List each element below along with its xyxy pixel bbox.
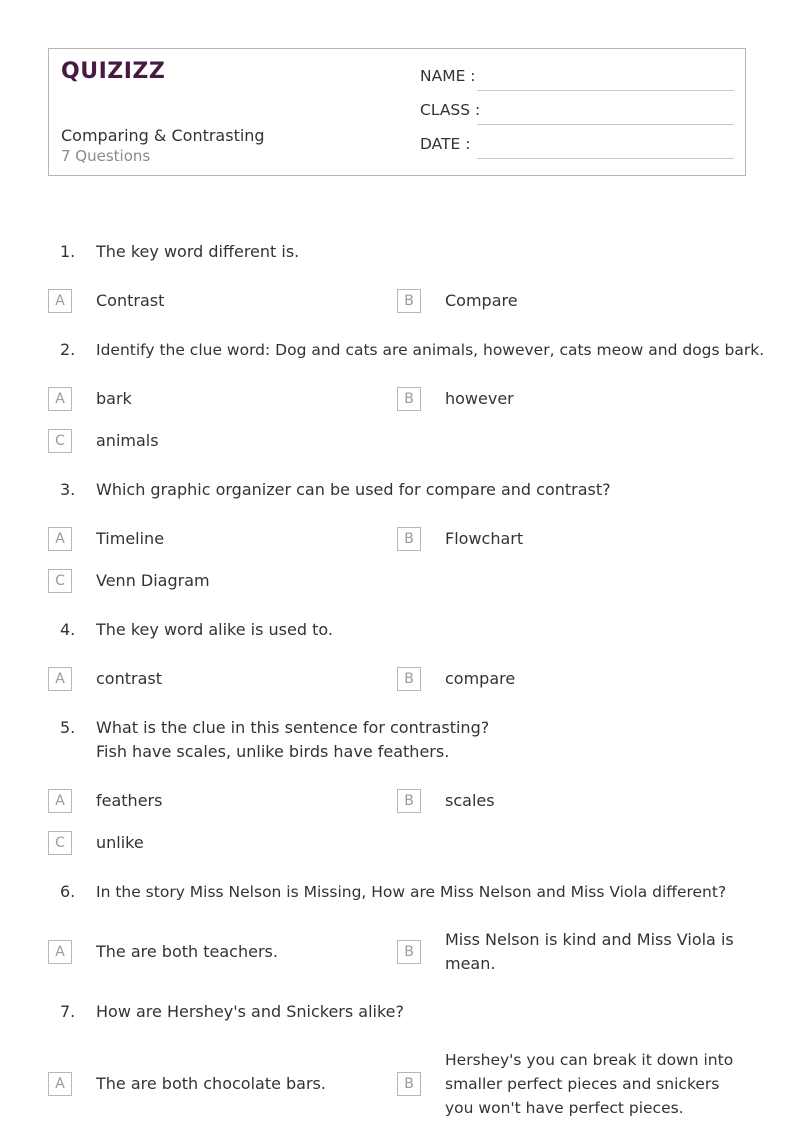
option-text[interactable]: contrast bbox=[96, 669, 162, 688]
option-letter-box[interactable]: A bbox=[48, 789, 72, 813]
option-text[interactable]: Contrast bbox=[96, 291, 165, 310]
date-field[interactable] bbox=[420, 135, 734, 159]
option-text[interactable]: scales bbox=[445, 791, 495, 810]
class-line[interactable] bbox=[477, 124, 734, 125]
option-text[interactable]: bark bbox=[96, 389, 132, 408]
option-letter-box[interactable]: C bbox=[48, 429, 72, 453]
name-line[interactable] bbox=[477, 90, 734, 91]
option-letter-box[interactable]: B bbox=[397, 527, 421, 551]
option-text[interactable]: however bbox=[445, 389, 514, 408]
option-text[interactable]: compare bbox=[445, 669, 516, 688]
option-letter-box[interactable]: A bbox=[48, 289, 72, 313]
quizizz-logo: QUIZIZZ bbox=[61, 59, 166, 84]
option-letter-box[interactable]: B bbox=[397, 789, 421, 813]
question-number: 3. bbox=[60, 480, 76, 499]
worksheet-header bbox=[48, 48, 746, 176]
question-number: 6. bbox=[60, 882, 76, 901]
option-text[interactable]: Timeline bbox=[96, 529, 165, 548]
date-line[interactable] bbox=[477, 158, 734, 159]
option-text[interactable]: Venn Diagram bbox=[96, 571, 210, 590]
option-text[interactable]: The are both chocolate bars. bbox=[96, 1074, 326, 1093]
question-number: 5. bbox=[60, 718, 76, 737]
option-letter-box[interactable]: A bbox=[48, 387, 72, 411]
option-text[interactable]: unlike bbox=[96, 833, 144, 852]
option-letter-box[interactable]: A bbox=[48, 527, 72, 551]
option-text[interactable]: Hershey's you can break it down into smaller perfect pieces and snickers you won't have perfect pieces. bbox=[445, 1051, 734, 1117]
option-text[interactable]: Flowchart bbox=[445, 529, 524, 548]
date-label: DATE : bbox=[420, 135, 471, 153]
question-text: In the story Miss Nelson is Missing, How are Miss Nelson and Miss Viola different? bbox=[96, 883, 727, 901]
question-text: Which graphic organizer can be used for compare and contrast? bbox=[96, 480, 611, 499]
question-number: 4. bbox=[60, 620, 76, 639]
option-letter-box[interactable]: A bbox=[48, 1072, 72, 1096]
question-text: Identify the clue word: Dog and cats are animals, however, cats meow and dogs bark. bbox=[96, 341, 765, 359]
name-label: NAME : bbox=[420, 67, 476, 85]
class-field[interactable] bbox=[420, 101, 734, 125]
question-number: 7. bbox=[60, 1002, 76, 1021]
option-letter-box[interactable]: B bbox=[397, 1072, 421, 1096]
option-text[interactable]: Compare bbox=[445, 291, 518, 310]
option-letter-box[interactable]: B bbox=[397, 940, 421, 964]
class-label: CLASS : bbox=[420, 101, 481, 119]
question-count: 7 Questions bbox=[61, 147, 151, 165]
question-text-line-1: What is the clue in this sentence for contrasting? bbox=[96, 718, 490, 737]
name-field[interactable] bbox=[420, 67, 734, 91]
option-letter-box[interactable]: A bbox=[48, 667, 72, 691]
option-text[interactable]: The are both teachers. bbox=[96, 942, 278, 961]
option-text[interactable]: Miss Nelson is kind and Miss Viola is mean. bbox=[445, 930, 734, 973]
option-letter-box[interactable]: B bbox=[397, 289, 421, 313]
option-letter-box[interactable]: C bbox=[48, 569, 72, 593]
worksheet-title: Comparing & Contrasting bbox=[61, 126, 265, 145]
question-text-line-2: Fish have scales, unlike birds have feathers. bbox=[96, 742, 450, 761]
option-text[interactable]: feathers bbox=[96, 791, 163, 810]
question-text: The key word different is. bbox=[96, 242, 300, 261]
question-text: How are Hershey's and Snickers alike? bbox=[96, 1002, 405, 1021]
question-text: The key word alike is used to. bbox=[96, 620, 333, 639]
option-letter-box[interactable]: B bbox=[397, 387, 421, 411]
option-letter-box[interactable]: A bbox=[48, 940, 72, 964]
option-text[interactable]: animals bbox=[96, 431, 159, 450]
question-number: 1. bbox=[60, 242, 76, 261]
option-letter-box[interactable]: C bbox=[48, 831, 72, 855]
question-number: 2. bbox=[60, 340, 76, 359]
option-letter-box[interactable]: B bbox=[397, 667, 421, 691]
